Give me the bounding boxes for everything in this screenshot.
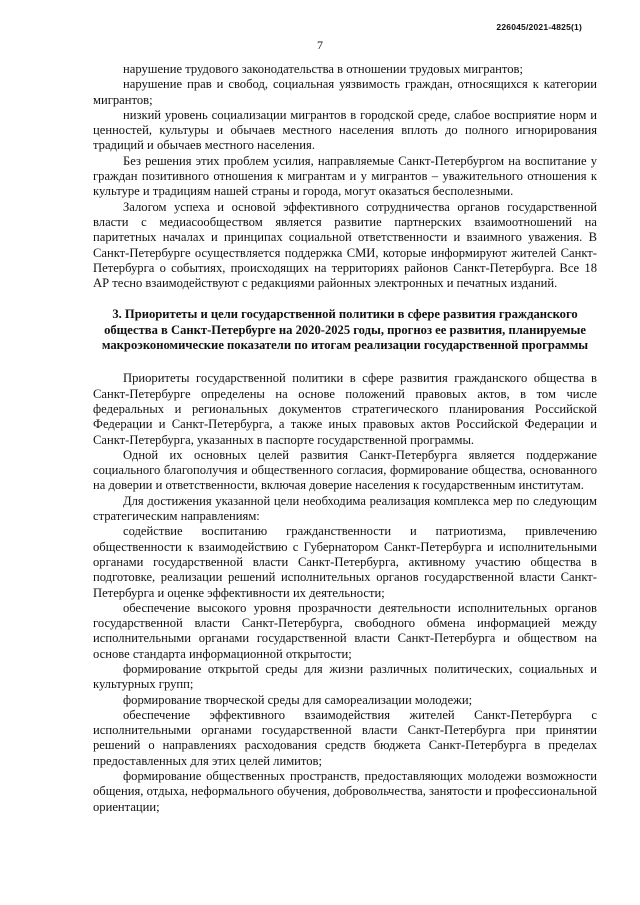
paragraph: Для достижения указанной цели необходима реализация комплекса мер по следующим стратегическим направлениям: — [93, 493, 597, 524]
list-item: формирование общественных пространств, предоставляющих молодежи возможности общения, отдыха, неформального обучения, добровольчества, занятости и профессиональной ориентации; — [93, 769, 597, 814]
list-item: обеспечение эффективного взаимодействия жителей Санкт-Петербурга с исполнительными органами государственной власти Санкт-Петербурга при принятии решений о направлениях расходования средств бюджета Санкт-Петербурга в пределах предоставленных для этих целей лимитов; — [93, 707, 597, 768]
paragraph: нарушение трудового законодательства в отношении трудовых мигрантов; — [123, 62, 523, 76]
page-number: 7 — [317, 38, 323, 52]
paragraph: Без решения этих проблем усилия, направляемые Санкт-Петербургом на воспитание у граждан позитивного отношения к мигрантам и у мигрантов – уважительного отношения к культуре и традициям нашей страны и города, могут оказаться бесполезными. — [93, 153, 597, 199]
document-id: 226045/2021-4825(1) — [496, 22, 582, 32]
paragraph: Одной их основных целей развития Санкт-Петербурга является поддержание социального благополучия и общественного согласия, формирование общества, основанного на доверии и ответственности, включая доверие населения к государственным институтам. — [93, 447, 597, 493]
document-body — [93, 62, 597, 815]
paragraph: нарушение прав и свобод, социальная уязвимость граждан, относящихся к категории мигрантов; — [93, 77, 597, 107]
list-item: формирование открытой среды для жизни различных политических, социальных и культурных групп; — [93, 661, 597, 692]
paragraph: низкий уровень социализации мигрантов в городской среде, слабое восприятие норм и ценностей, культуры и обычаев местного населения вплоть до полного игнорирования традиций и обычаев местного населения. — [93, 107, 597, 153]
paragraph: Приоритеты государственной политики в сфере развития гражданского общества в Санкт-Петербурге определены на основе положений правовых актов, в том числе федеральных и региональных документов стратегического планирования Российской Федерации и Санкт-Петербурга, а также иных правовых актов Российской Федерации и Санкт-Петербурга, указанных в паспорте государственной программы. — [93, 371, 597, 447]
paragraph: Залогом успеха и основой эффективного сотрудничества органов государственной власти с медиасообществом является развитие партнерских взаимоотношений на паритетных началах и принципах социальной ответственности и взаимного уважения. В Санкт-Петербурге осуществляется поддержка СМИ, которые информируют жителей Санкт-Петербурга о событиях, происходящих на территориях районов Санкт-Петербурга. Все 18 АР тесно взаимодействуют с редакциями районных электронных и печатных изданий. — [93, 199, 597, 291]
list-item: обеспечение высокого уровня прозрачности деятельности исполнительных органов государственной власти Санкт-Петербурга, свободного обмена информацией между исполнительными органами государственной власти Санкт-Петербурга и обществом на основе стандарта информационной открытости; — [93, 600, 597, 661]
list-item: содействие воспитанию гражданственности и патриотизма, привлечению общественности к взаимодействию с Губернатором Санкт-Петербурга и исполнительными органами государственной власти Санкт-Петербурга, активному участию общества в подготовке, реализации решений исполнительных органов государственной власти Санкт-Петербурга и оценке эффективности их деятельности; — [93, 524, 597, 600]
section-heading: 3. Приоритеты и цели государственной политики в сфере развития гражданского общества в Санкт-Петербурге на 2020-2025 годы, прогноз ее развития, планируемые макроэкономические показатели по итогам реализации государственной программы — [101, 307, 589, 353]
list-item: формирование творческой среды для самореализации молодежи; — [123, 692, 473, 707]
